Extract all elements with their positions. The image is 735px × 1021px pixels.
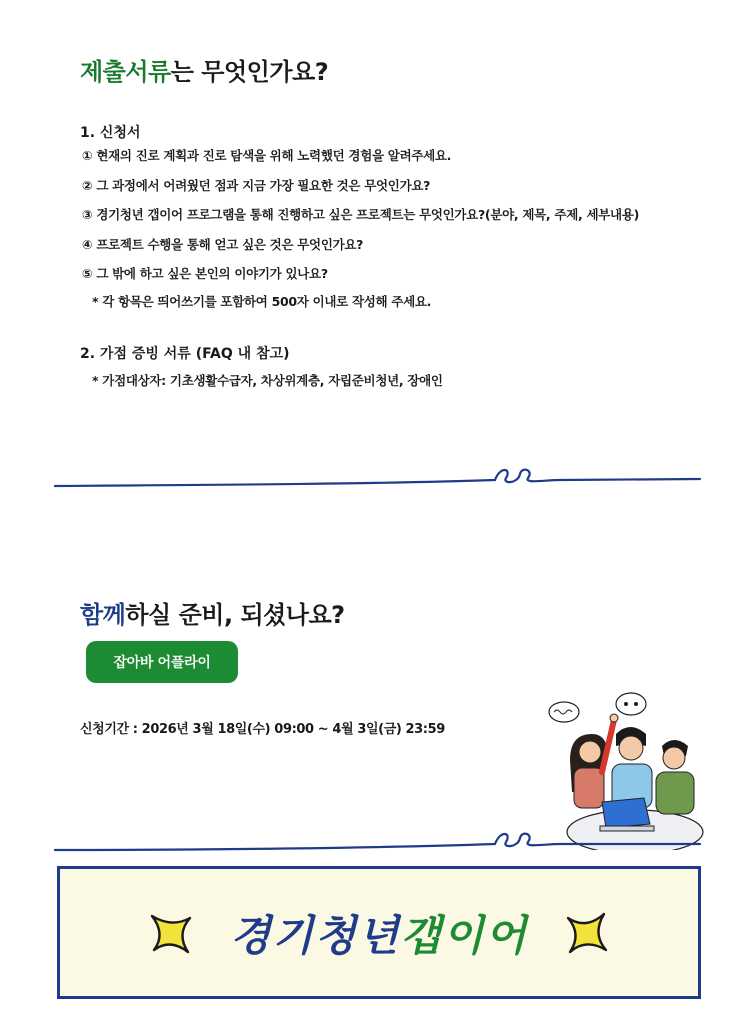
banner-text-part2: 갭이어 <box>400 910 528 960</box>
question-list <box>82 146 639 294</box>
item2-note: * 가점대상자: 기초생활수급자, 차상위계층, 자립준비청년, 장애인 <box>92 373 443 388</box>
question-item: ⑤ 그 밖에 하고 싶은 본인의 이야기가 있나요? <box>82 266 328 281</box>
page-title-docs <box>80 52 328 87</box>
question-item: ④ 프로젝트 수행을 통해 얻고 싶은 것은 무엇인가요? <box>82 236 364 252</box>
apply-button[interactable]: 잡아바 어플라이 <box>86 641 238 683</box>
title-accent: 제출서류 <box>80 58 171 86</box>
item2-heading: 2. 가점 증빙 서류 (FAQ 내 참고) <box>80 346 290 362</box>
title-rest: 는 무엇인가요? <box>170 58 329 86</box>
title-rest: 하실 준비, 되셨나요? <box>125 601 345 629</box>
banner-text-part1: 경기청년 <box>229 910 401 960</box>
item1-heading: 1. 신청서 <box>80 125 141 141</box>
title-accent: 함께 <box>80 601 126 629</box>
item1-note: * 각 항목은 띄어쓰기를 포함하여 500자 이내로 작성해 주세요. <box>92 294 432 309</box>
sparkle-icon <box>564 910 610 956</box>
sparkle-icon <box>148 910 194 956</box>
question-item: ③ 경기청년 갭이어 프로그램을 통해 진행하고 싶은 프로젝트는 무엇인가요?(분야, 제목, 주제, 세부내용) <box>82 207 639 222</box>
banner <box>57 866 701 999</box>
squiggle-divider <box>0 820 735 860</box>
question-item: ① 현재의 진로 계획과 진로 탐색을 위해 노력했던 경험을 알려주세요. <box>82 148 452 163</box>
banner-logo-text <box>230 903 528 963</box>
question-item: ② 그 과정에서 어려웠던 점과 지금 가장 필요한 것은 무엇인가요? <box>82 177 431 193</box>
page-title-ready <box>80 595 345 630</box>
squiggle-divider <box>0 458 735 498</box>
application-period: 신청기간 : 2026년 3월 18일(수) 09:00 ~ 4월 3일(금) 23:59 <box>80 722 445 737</box>
